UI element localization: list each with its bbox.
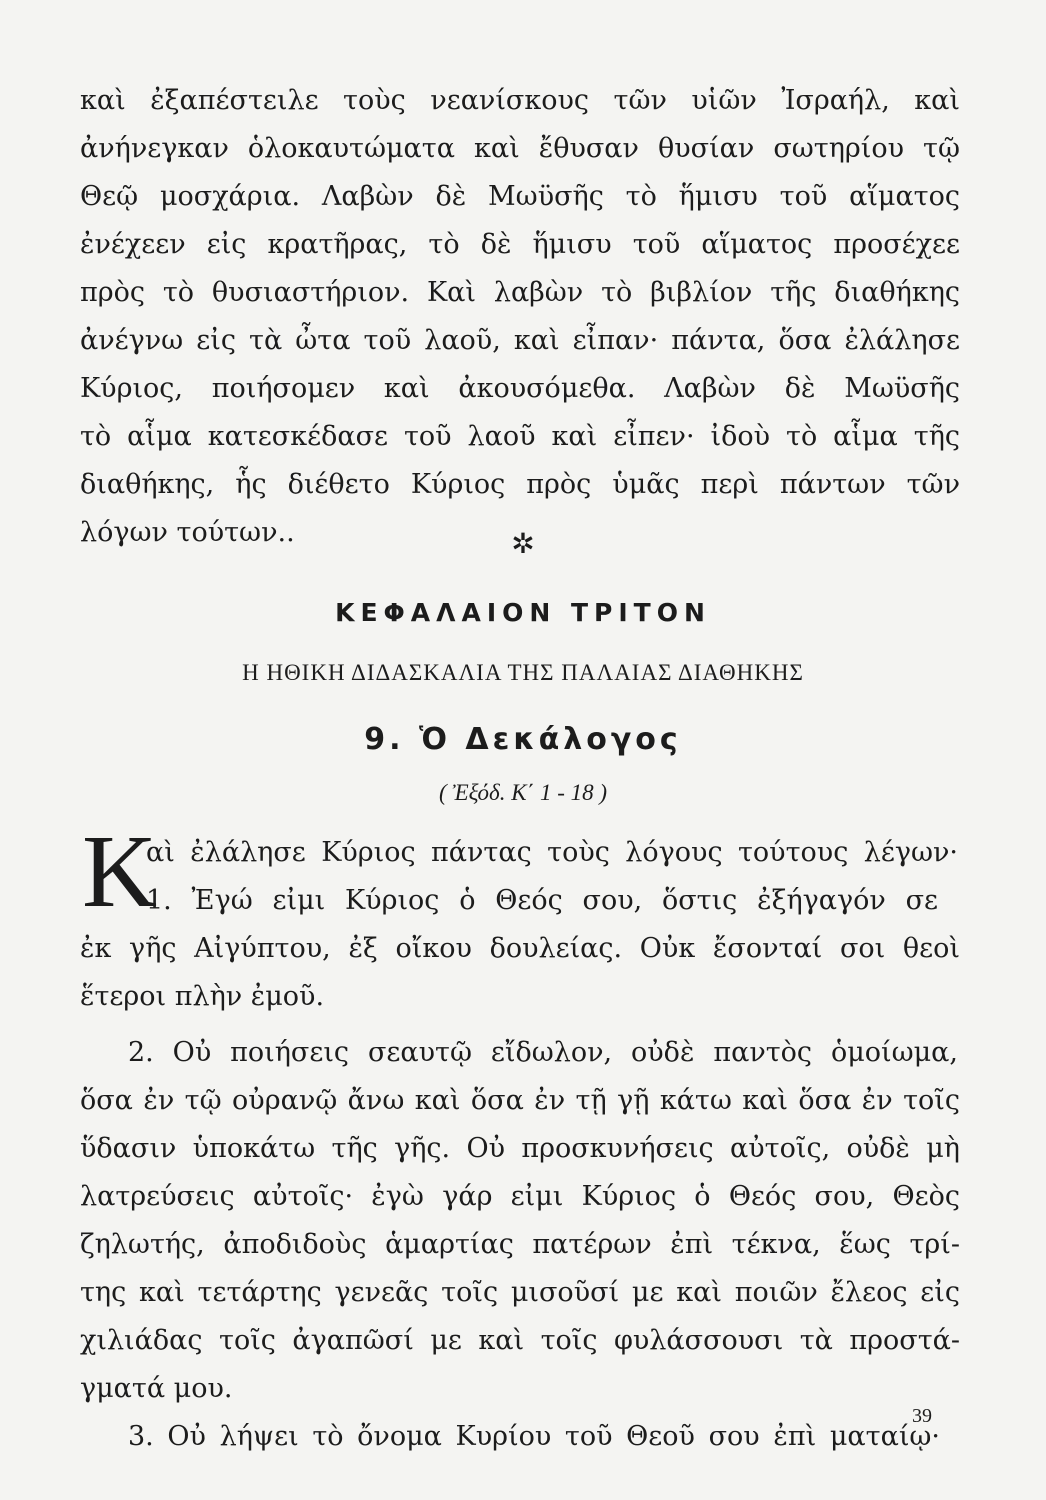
- scripture-reference: ( Ἐξόδ. Κ΄ 1 - 18 ): [438, 780, 608, 805]
- chapter-title: ΚΕΦΑΛΑΙΟΝ ΤΡΙΤΟΝ: [335, 598, 711, 627]
- text-line: διαθήκης, ἧς διέθετο Κύριος πρὸς ὑμᾶς περὶ πάντων τῶν: [80, 469, 960, 500]
- text-line: Θεῷ μοσχάρια. Λαβὼν δὲ Μωϋσῆς τὸ ἥμισυ τοῦ αἵματος: [80, 181, 960, 212]
- text-line: Κύριος, ποιήσομεν καὶ ἀκουσόμεθα. Λαβὼν δὲ Μωϋσῆς: [80, 373, 960, 404]
- text-line: ὕδασιν ὑποκάτω τῆς γῆς. Οὐ προσκυνήσεις αὐτοῖς, οὐδὲ μὴ: [80, 1133, 960, 1164]
- text-line: καὶ ἐξαπέστειλε τοὺς νεανίσκους τῶν υἱῶν Ἰσραήλ, καὶ: [80, 85, 960, 116]
- text-line: ἐνέχεεν εἰς κρατῆρας, τὸ δὲ ἥμισυ τοῦ αἵματος προσέχεε: [80, 229, 960, 260]
- text-line: λόγων τούτων..: [80, 517, 295, 548]
- text-line: τὸ αἷμα κατεσκέδασε τοῦ λαοῦ καὶ εἶπεν· ἰδοὺ τὸ αἷμα τῆς: [80, 421, 960, 452]
- text-line: 2. Οὐ ποιήσεις σεαυτῷ εἴδωλον, οὐδὲ παντὸς ὁμοίωμα,: [128, 1037, 958, 1068]
- text-line: 1. Ἐγώ εἰμι Κύριος ὁ Θεός σου, ὅστις ἐξήγαγόν σε: [146, 885, 938, 916]
- text-line: ἀνήνεγκαν ὁλοκαυτώματα καὶ ἔθυσαν θυσίαν σωτηρίου τῷ: [80, 133, 960, 164]
- text-line: αὶ ἐλάλησε Κύριος πάντας τοὺς λόγους τούτους λέγων·: [146, 837, 958, 868]
- text-line: 3. Οὐ λήψει τὸ ὄνομα Κυρίου τοῦ Θεοῦ σου ἐπὶ ματαίῳ·: [128, 1421, 940, 1452]
- text-line: ζηλωτής, ἀποδιδοὺς ἁμαρτίας πατέρων ἐπὶ τέκνα, ἕως τρί-: [80, 1229, 960, 1260]
- text-line: ἐκ γῆς Αἰγύπτου, ἐξ οἴκου δουλείας. Οὐκ ἔσονταί σοι θεοὶ: [80, 933, 960, 964]
- text-line: γματά μου.: [80, 1373, 233, 1404]
- chapter-subtitle: Η ΗΘΙΚΗ ΔΙΔΑΣΚΑΛΙΑ ΤΗΣ ΠΑΛΑΙΑΣ ΔΙΑΘΗΚΗΣ: [242, 660, 804, 685]
- section-ornament: ✲: [511, 527, 535, 560]
- text-line: ἀνέγνω εἰς τὰ ὦτα τοῦ λαοῦ, καὶ εἶπαν· πάντα, ὅσα ἐλάλησε: [80, 325, 960, 356]
- text-line: λατρεύσεις αὐτοῖς· ἐγὼ γάρ εἰμι Κύριος ὁ Θεός σου, Θεὸς: [80, 1181, 960, 1212]
- text-line: ὅσα ἐν τῷ οὐρανῷ ἄνω καὶ ὅσα ἐν τῇ γῇ κάτω καὶ ὅσα ἐν τοῖς: [80, 1085, 960, 1116]
- text-line: ἕτεροι πλὴν ἐμοῦ.: [80, 981, 325, 1012]
- section-title: 9. Ὁ Δεκάλογος: [364, 722, 682, 757]
- text-line: πρὸς τὸ θυσιαστήριον. Καὶ λαβὼν τὸ βιβλίον τῆς διαθήκης: [80, 277, 960, 308]
- text-line: χιλιάδας τοῖς ἀγαπῶσί με καὶ τοῖς φυλάσσουσι τὰ προστά-: [80, 1325, 960, 1356]
- text-line: της καὶ τετάρτης γενεᾶς τοῖς μισοῦσί με καὶ ποιῶν ἔλεος εἰς: [80, 1277, 960, 1308]
- page-number: 39: [912, 1405, 932, 1427]
- drop-cap: Κ: [82, 814, 158, 929]
